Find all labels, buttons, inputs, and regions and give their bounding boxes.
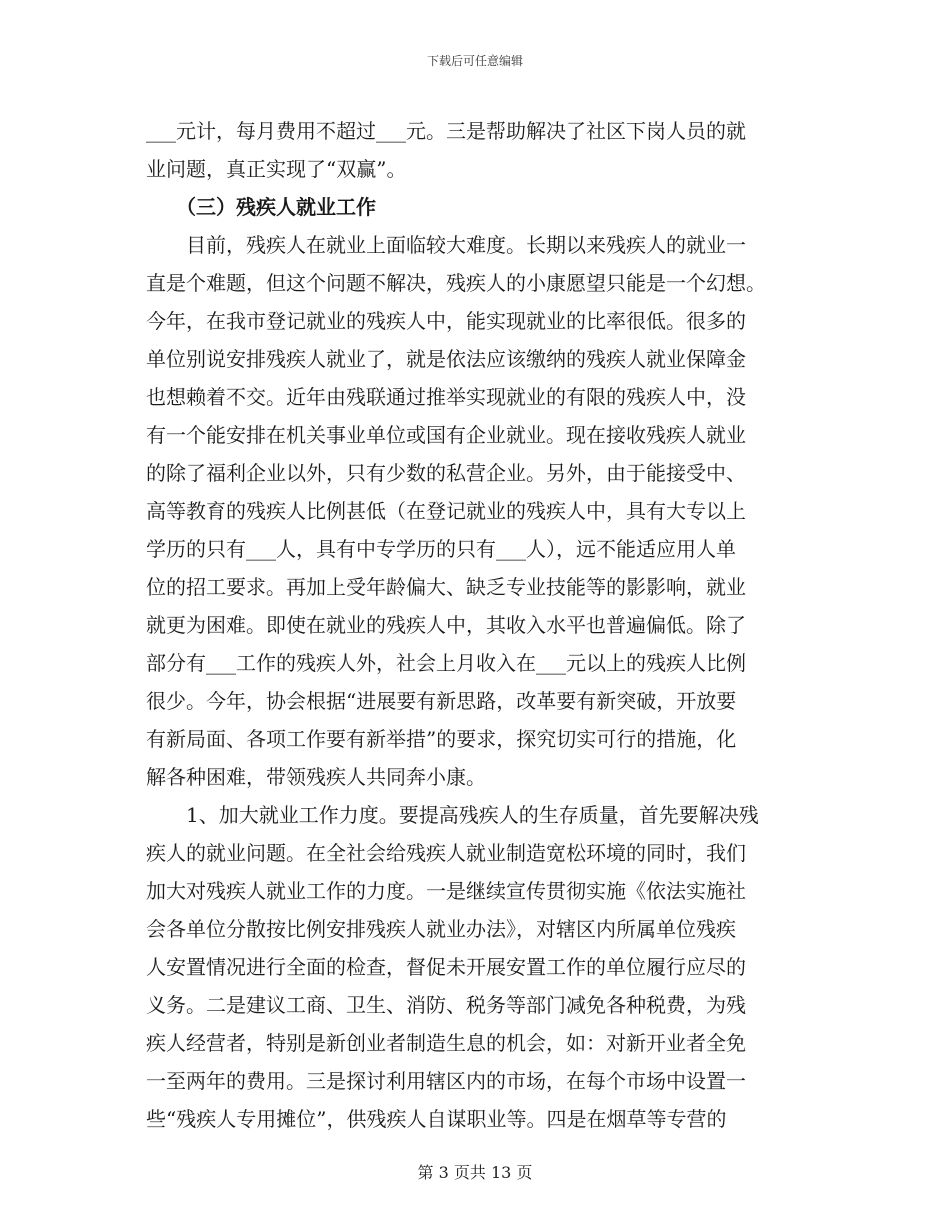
page-header: 下载后可任意编辑 <box>426 54 523 68</box>
text-line: 很少。今年，协会根据“进展要有新思路，改革要有新突破，开放要 <box>146 689 737 713</box>
text-line: 也想赖着不交。近年由残联通过推举实现就业的有限的残疾人中，没 <box>146 385 746 409</box>
text-line: 有一个能安排在机关事业单位或国有企业就业。现在接收残疾人就业 <box>146 423 746 447</box>
text-line: 有新局面、各项工作要有新举措”的要求，探究切实可行的措施，化 <box>146 727 737 751</box>
text-line: 学历的只有___人，具有中专学历的只有___人），远不能适应用人单 <box>146 537 736 561</box>
text-line: 部分有___工作的残疾人外，社会上月收入在___元以上的残疾人比例 <box>146 651 746 675</box>
text-line: 解各种困难，带领残疾人共同奔小康。 <box>146 765 486 789</box>
text-line: 的除了福利企业以外，只有少数的私营企业。另外，由于能接受中、 <box>146 461 746 485</box>
document-body <box>146 112 806 1138</box>
text-line: 些“残疾人专用摊位”，供残疾人自谋职业等。四是在烟草等专营的 <box>146 1107 727 1131</box>
text-line: 疾人经营者，特别是新创业者制造生息的机会，如：对新开业者全免 <box>146 1031 746 1055</box>
text-line: 加大对残疾人就业工作的力度。一是继续宣传贯彻实施《依法实施社 <box>146 879 746 903</box>
section-heading: （三）残疾人就业工作 <box>146 195 376 219</box>
text-line: 人安置情况进行全面的检查，督促未开展安置工作的单位履行应尽的 <box>146 955 746 979</box>
text-line: 一至两年的费用。三是探讨利用辖区内的市场，在每个市场中设置一 <box>146 1069 746 1093</box>
text-line: 高等教育的残疾人比例甚低（在登记就业的残疾人中，具有大专以上 <box>146 499 746 523</box>
text-line: 1、加大就业工作力度。要提高残疾人的生存质量，首先要解决残 <box>146 803 759 827</box>
text-line: 就更为困难。即使在就业的残疾人中，其收入水平也普遍偏低。除了 <box>146 613 746 637</box>
text-line: 会各单位分散按比例安排残疾人就业办法》，对辖区内所属单位残疾 <box>146 917 736 941</box>
text-line: 义务。二是建议工商、卫生、消防、税务等部门减免各种税费，为残 <box>146 993 746 1017</box>
text-line: 单位别说安排残疾人就业了，就是依法应该缴纳的残疾人就业保障金 <box>146 347 746 371</box>
text-line: 今年，在我市登记就业的残疾人中，能实现就业的比率很低。很多的 <box>146 309 746 333</box>
page-footer: 第 3 页共 13 页 <box>417 1163 533 1182</box>
text-line: 业问题，真正实现了“双赢”。 <box>146 157 407 181</box>
text-line: 直是个难题，但这个问题不解决，残疾人的小康愿望只能是一个幻想。 <box>146 271 766 295</box>
text-line: 目前，残疾人在就业上面临较大难度。长期以来残疾人的就业一 <box>146 233 746 257</box>
text-line: 疾人的就业问题。在全社会给残疾人就业制造宽松环境的同时，我们 <box>146 841 746 865</box>
text-line: 位的招工要求。再加上受年龄偏大、缺乏专业技能等的影影响，就业 <box>146 575 746 599</box>
text-line: ___元计，每月费用不超过___元。三是帮助解决了社区下岗人员的就 <box>146 119 746 143</box>
